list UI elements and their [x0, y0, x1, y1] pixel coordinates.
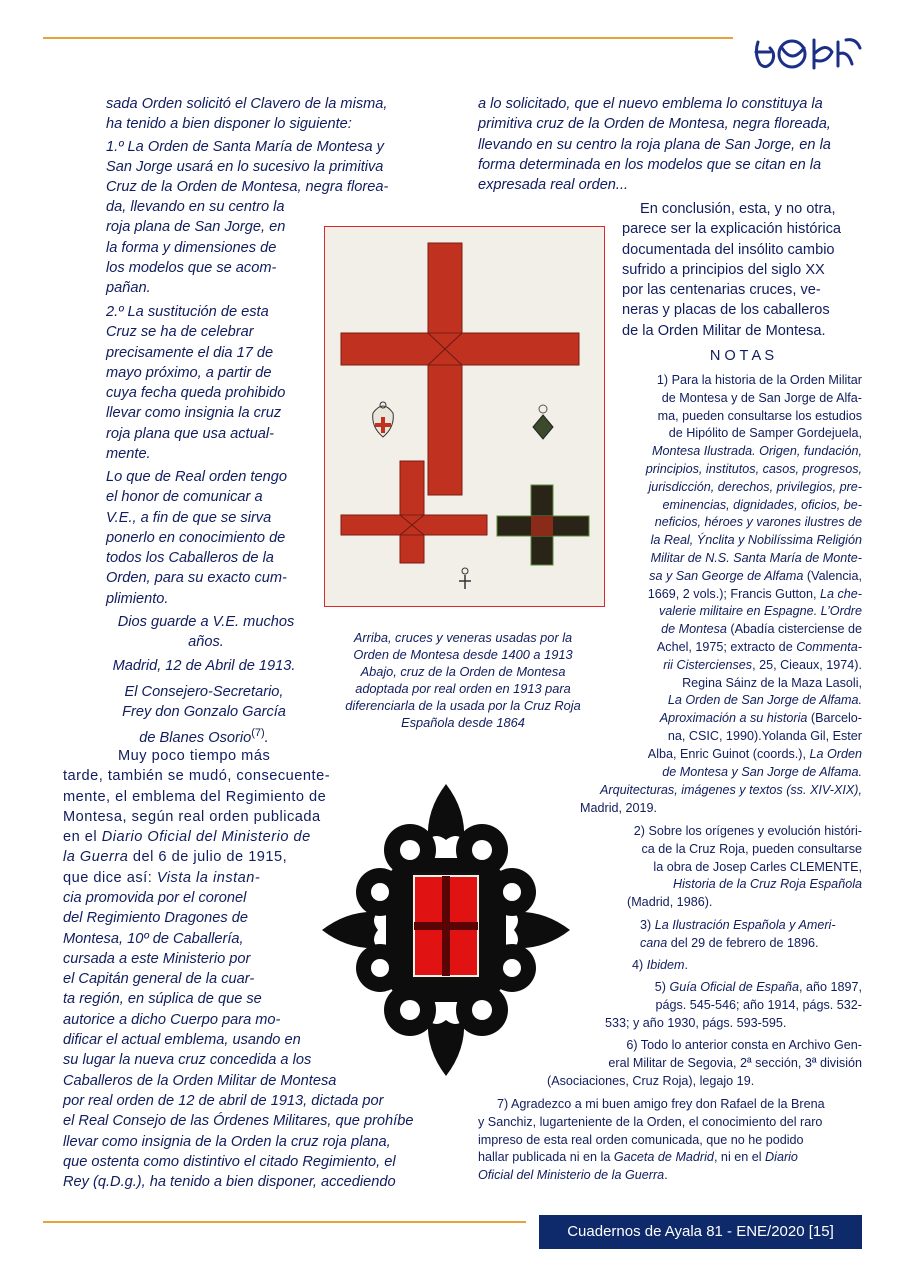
- caption-line: Arriba, cruces y veneras usadas por la: [353, 630, 573, 645]
- signature-block: [104, 682, 304, 748]
- figure-caption: [322, 629, 604, 731]
- text-run: del 29 de febrero de 1896.: [667, 935, 819, 950]
- note-6: [540, 1037, 862, 1073]
- text-run: (Valencia,: [803, 568, 862, 583]
- text-line: de Hipólito de Samper Gordejuela,: [668, 426, 862, 441]
- madrid-date: [104, 656, 304, 676]
- text-run: Oficial del Ministerio de la Guerra: [478, 1168, 665, 1183]
- text-line: 2.º La sustitución de esta: [106, 304, 269, 320]
- text-run: de Montesa: [661, 622, 727, 637]
- pendant-icon: [459, 568, 471, 589]
- text-line: principios, institutos, casos, progresos,: [645, 461, 862, 476]
- text-line: neras y placas de los caballeros: [622, 302, 830, 319]
- text-line: sada Orden solicitó el Clavero de la misma,: [106, 96, 388, 112]
- caption-line: adoptada por real orden en 1913 para: [355, 681, 571, 696]
- text-run: Ibidem: [646, 958, 685, 972]
- text-line: expresada real orden...: [478, 177, 629, 194]
- text-run: Guía Oficial de España: [669, 980, 799, 994]
- text-line: [622, 621, 862, 639]
- text-line: Montesa, 10º de Caballería,: [63, 930, 244, 947]
- text-run: Aproximación a su historia: [659, 711, 808, 726]
- crosses-plate-illustration: [325, 227, 604, 606]
- text-line: V.E., a fin de que se sirva: [106, 509, 272, 526]
- venera-right-icon: [533, 405, 553, 439]
- notas-heading: [622, 346, 862, 366]
- header-rule: [43, 37, 733, 39]
- text-line: [640, 917, 862, 935]
- dios-guarde: [106, 612, 306, 653]
- text-line: todos los Caballeros de la: [106, 550, 274, 567]
- text-line: [622, 586, 862, 604]
- text-line: roja plana que usa actual-: [106, 425, 274, 442]
- text-line: [640, 935, 862, 953]
- text-line: cursada a este Ministerio por: [63, 950, 251, 967]
- text-line: neficios, héroes y varones ilustres de: [654, 515, 862, 530]
- text-line: cuya fecha queda prohibido: [106, 385, 286, 402]
- text-line: la Real, Ýnclita y Nobilíssima Religión: [650, 533, 862, 548]
- text-line: Cruz se ha de celebrar: [106, 324, 254, 341]
- text-line: [622, 746, 862, 764]
- text-line: Montesa, según real orden publicada: [63, 808, 321, 825]
- text-line: Historia de la Cruz Roja Española: [673, 877, 862, 892]
- section-title: N O T A S: [709, 348, 775, 364]
- text-line: [622, 710, 862, 728]
- text-run: Achel, 1975; extracto de: [656, 639, 797, 654]
- text-line: por real orden de 12 de abril de 1913, dictada por: [63, 1092, 384, 1109]
- text-line: [622, 657, 862, 675]
- text-run: .: [684, 958, 689, 972]
- text-line: el Real Consejo de las Órdenes Militares, que prohíbe: [63, 1113, 414, 1130]
- text-line: (Asociaciones, Cruz Roja), legajo 19.: [547, 1074, 755, 1088]
- text-line: Regina Sáinz de la Maza Lasoli,: [682, 675, 862, 690]
- text-line: mente, el emblema del Regimiento de: [63, 788, 327, 805]
- text-run: 4): [632, 958, 647, 972]
- left-intro: [106, 94, 426, 197]
- text-line: años.: [188, 634, 224, 651]
- period: .: [264, 729, 269, 746]
- text-line: eminencias, dignidades, oficios, be-: [662, 497, 862, 512]
- crosses-plate-image: [324, 226, 605, 607]
- text-line: Arquitecturas, imágenes y textos (ss. XIV-XIX),: [600, 783, 862, 797]
- text-line: Caballeros de la Orden Militar de Montesa: [63, 1072, 337, 1089]
- text-line: ta región, en súplica de que se: [63, 991, 262, 1008]
- venera-left-icon: [373, 402, 394, 437]
- text-line: 1) Para la historia de la Orden Militar: [656, 373, 862, 387]
- text-line: del Regimiento Dragones de: [63, 910, 248, 927]
- text-line: [622, 639, 862, 657]
- text-line: 7) Agradezco a mi buen amigo frey don Rafael de la Brena: [497, 1097, 825, 1111]
- text-run: (Abadía cisterciense de: [726, 622, 862, 637]
- text-run: cana: [640, 935, 668, 950]
- text-line: autorice a dicho Cuerpo para mo-: [63, 1011, 281, 1028]
- text-line: En conclusión, esta, y no otra,: [640, 201, 836, 217]
- text-line: su lugar la nueva cruz concedida a los: [63, 1052, 312, 1069]
- text-line: forma determinada en los modelos que se citan en la: [478, 156, 822, 173]
- text-line: Militar de N.S. Santa María de Monte-: [650, 550, 862, 565]
- note-3: [640, 917, 862, 953]
- text-line: [478, 1167, 862, 1185]
- text-run: sa y San George de Alfama: [649, 568, 804, 583]
- text-line: El Consejero-Secretario,: [124, 684, 284, 700]
- text-line: [104, 723, 304, 748]
- left-narrow-3: [106, 467, 311, 609]
- conclusion-paragraph: [622, 199, 862, 341]
- note-5-end: [605, 1015, 862, 1033]
- note-4: [632, 957, 832, 975]
- text-run: .: [664, 1168, 668, 1183]
- text-line: Orden, para su exacto cum-: [106, 570, 287, 587]
- medium-red-cross-icon: [341, 461, 487, 563]
- text-line: la forma y dimensiones de: [106, 239, 277, 256]
- caption-line: diferenciarla de la usada por la Cruz Roja: [345, 698, 581, 713]
- text-run: Vista la instan-: [156, 869, 261, 886]
- text-line: y Sanchiz, lugarteniente de la Orden, el conocimiento del raro: [478, 1114, 823, 1129]
- text-line: La Orden de San Jorge de Alfama.: [667, 693, 862, 708]
- note-1-tail: [540, 782, 862, 800]
- text-line: Cruz de la Orden de Montesa, negra florea-: [106, 179, 389, 196]
- text-line: primitiva cruz de la Orden de Montesa, negra floreada,: [478, 116, 831, 133]
- text-run: Alba, Enric Guinot (coords.),: [647, 746, 810, 761]
- text-line: llevando en su centro la roja plana de San Jorge, en la: [478, 136, 831, 153]
- text-line: tarde, también se mudó, consecuente-: [63, 768, 331, 785]
- text-line: precisamente el dia 17 de: [106, 344, 274, 361]
- text-line: (Madrid, 1986).: [627, 895, 713, 909]
- text-run: La Ilustración Española y Ameri-: [654, 918, 836, 932]
- signer-name: de Blanes Osorio: [139, 729, 252, 746]
- text-line: Madrid, 12 de Abril de 1913.: [112, 658, 296, 674]
- text-line: Dios guarde a V.E. muchos: [117, 614, 295, 630]
- text-line: sufrido a principios del siglo XX: [622, 261, 825, 278]
- text-line: llevar como insignia de la Orden la cruz roja plana,: [63, 1133, 391, 1150]
- note-1-madrid: [580, 800, 780, 818]
- text-line: parece ser la explicación histórica: [622, 221, 842, 238]
- caption-line: Orden de Montesa desde 1400 a 1913: [353, 647, 573, 662]
- text-run: que dice así:: [63, 869, 157, 886]
- text-line: por las centenarias cruces, ve-: [622, 282, 821, 299]
- note-1: [622, 372, 862, 781]
- montesa-cross-icon: [318, 780, 574, 1080]
- text-run: 3): [640, 918, 655, 932]
- text-run: Gaceta de Madrid: [613, 1150, 714, 1165]
- text-line: documentada del insólito cambio: [622, 241, 835, 258]
- text-line: na, CSIC, 1990).Yolanda Gil, Ester: [667, 728, 862, 743]
- note-7: [478, 1096, 862, 1185]
- text-run: , año 1897,: [798, 980, 862, 994]
- text-line: ma, pueden consultarse los estudios: [657, 408, 862, 423]
- footer-rule: [43, 1221, 526, 1223]
- note-2: [562, 823, 862, 894]
- left-narrow-1: [106, 197, 311, 298]
- note-6-end: [547, 1073, 847, 1091]
- text-line: a lo solicitado, que el nuevo emblema lo constituya la: [478, 96, 823, 112]
- text-run: Diario: [765, 1150, 798, 1165]
- text-line: ca de la Cruz Roja, pueden consultarse: [641, 841, 862, 856]
- text-line: ponerlo en conocimiento de: [106, 529, 286, 546]
- left-narrow-2: [106, 302, 311, 464]
- text-run: 1669, 2 vols.); Francis Gutton,: [647, 586, 820, 601]
- right-top-italic: [478, 94, 862, 195]
- text-line: Madrid, 2019.: [580, 801, 658, 815]
- text-run: La che-: [819, 586, 862, 601]
- text-line: 2) Sobre los orígenes y evolución históri-: [633, 824, 862, 838]
- text-line: San Jorge usará en lo sucesivo la primitiva: [106, 158, 384, 175]
- note-2-end: [627, 894, 827, 912]
- text-line: mayo próximo, a partir de: [106, 364, 272, 381]
- text-line: [632, 957, 832, 975]
- text-line: impreso de esta real orden comunicada, que no he podido: [478, 1132, 804, 1147]
- text-line: Frey don Gonzalo García: [122, 704, 286, 721]
- text-line: ha tenido a bien disponer lo siguiente:: [106, 116, 352, 133]
- text-line: cia promovida por el coronel: [63, 890, 247, 906]
- text-line: [478, 1149, 862, 1167]
- text-line: el honor de comunicar a: [106, 489, 263, 506]
- text-run: (Barcelo-: [807, 711, 862, 726]
- text-line: jurisdicción, derechos, privilegios, pre-: [648, 479, 862, 494]
- text-line: Lo que de Real orden tengo: [106, 469, 287, 485]
- text-line: roja plana de San Jorge, en: [106, 219, 286, 236]
- text-run: del 6 de julio de 1915,: [128, 849, 288, 866]
- caption-line: Abajo, cruz de la Orden de Montesa: [360, 664, 566, 679]
- text-run: La Orden: [809, 746, 862, 761]
- text-line: la obra de Josep Carles CLEMENTE,: [653, 859, 862, 874]
- caption-line: Española desde 1864: [401, 715, 525, 730]
- large-red-cross-icon: [341, 243, 579, 495]
- footer-text: Cuadernos de Ayala 81 - ENE/2020 [15]: [567, 1223, 834, 1240]
- text-line: plimiento.: [106, 590, 169, 607]
- note-5: [582, 979, 862, 1015]
- text-line: dificar el actual emblema, usando en: [63, 1032, 301, 1049]
- text-run: rii Cistercienses: [663, 657, 753, 672]
- text-line: [622, 568, 862, 586]
- text-line: [582, 979, 862, 997]
- text-line: 1.º La Orden de Santa María de Montesa y: [106, 138, 384, 155]
- ayala-logo-icon: [752, 34, 864, 74]
- text-line: 6) Todo lo anterior consta en Archivo Gen-: [626, 1038, 862, 1052]
- text-line: de Montesa y de San Jorge de Alfa-: [661, 390, 862, 405]
- text-line: llevar como insignia la cruz: [106, 405, 282, 422]
- text-line: págs. 545-546; año 1914, págs. 532-: [655, 997, 862, 1012]
- text-run: , ni en el: [713, 1150, 766, 1165]
- text-run: , 25, Cieaux, 1974).: [752, 657, 862, 672]
- text-line: pañan.: [106, 280, 151, 297]
- text-line: 533; y año 1930, págs. 593-595.: [605, 1016, 787, 1030]
- text-line: da, llevando en su centro la: [106, 199, 285, 215]
- text-line: de la Orden Militar de Montesa.: [622, 322, 826, 339]
- text-line: Montesa Ilustrada. Origen, fundación,: [651, 444, 862, 459]
- dark-cross-icon: [497, 485, 589, 565]
- text-run: en el: [63, 829, 102, 846]
- note-ref: (7): [251, 726, 265, 739]
- text-run: Diario Oficial del Ministerio de: [101, 829, 311, 846]
- text-run: hallar publicada ni en la: [478, 1150, 614, 1165]
- footer-label: [539, 1215, 862, 1249]
- text-line: que ostenta como distintivo el citado Regimiento, el: [63, 1153, 396, 1170]
- text-line: Rey (q.D.g.), ha tenido a bien disponer, accediendo: [63, 1174, 396, 1191]
- text-line: el Capitán general de la cuar-: [63, 971, 255, 988]
- text-line: valerie militaire en Espagne. L’Ordre: [658, 604, 862, 619]
- text-line: de Montesa y San Jorge de Alfama.: [662, 764, 862, 779]
- text-run: 5): [654, 980, 670, 994]
- text-line: los modelos que se acom-: [106, 259, 277, 276]
- text-line: Muy poco tiempo más: [118, 748, 271, 764]
- text-run: Commenta-: [796, 639, 862, 654]
- text-line: mente.: [106, 446, 151, 463]
- text-run: la Guerra: [63, 849, 129, 866]
- text-line: eral Militar de Segovia, 2ª sección, 3ª división: [608, 1055, 862, 1070]
